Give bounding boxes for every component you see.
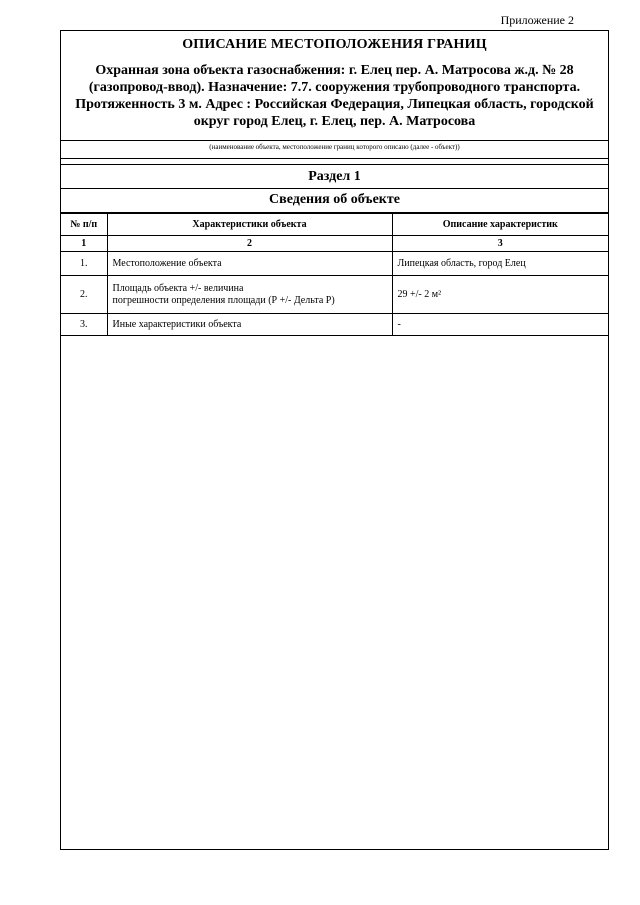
- column-number-row: [61, 236, 608, 252]
- object-line-4: округ город Елец, г. Елец, пер. А. Матросова: [193, 114, 476, 129]
- info-title: Сведения об объекте: [61, 189, 608, 213]
- row-description: -: [392, 314, 608, 336]
- column-number-3: 3: [392, 236, 608, 252]
- header-characteristic: Характеристики объекта: [107, 214, 392, 236]
- document-header: [61, 37, 608, 141]
- appendix-label: Приложение 2: [500, 13, 574, 27]
- row-characteristic-line-2: погрешности определения площади (Р +/- Дельта Р): [112, 294, 335, 306]
- header-num: № п/п: [61, 214, 107, 236]
- object-line-2: (газопровод-ввод). Назначение: 7.7. сооружения трубопроводного транспорта.: [88, 80, 581, 95]
- row-characteristic-line-1: Площадь объекта +/- величина: [112, 282, 244, 294]
- row-characteristic: [107, 276, 392, 314]
- document-title: ОПИСАНИЕ МЕСТОПОЛОЖЕНИЯ ГРАНИЦ: [182, 37, 487, 52]
- row-description: Липецкая область, город Елец: [392, 252, 608, 276]
- table-header-row: [61, 214, 608, 236]
- row-characteristic: Местоположение объекта: [107, 252, 392, 276]
- object-info-table: [61, 213, 608, 336]
- section-title: Раздел 1: [61, 165, 608, 189]
- row-num: 1.: [61, 252, 107, 276]
- table-row: [61, 252, 608, 276]
- object-note: (наименование объекта, местоположение границ которого описано (далее - объект)): [61, 141, 608, 159]
- row-num: 2.: [61, 276, 107, 314]
- row-characteristic: Иные характеристики объекта: [107, 314, 392, 336]
- row-num: 3.: [61, 314, 107, 336]
- column-number-2: 2: [107, 236, 392, 252]
- object-line-3: Протяженность 3 м. Адрес : Российская Федерация, Липецкая область, городской: [75, 97, 594, 112]
- table-row: [61, 276, 608, 314]
- row-description: 29 +/- 2 м²: [392, 276, 608, 314]
- table-row: [61, 314, 608, 336]
- object-description: [63, 62, 606, 130]
- column-number-1: 1: [61, 236, 107, 252]
- document-frame: [60, 30, 609, 850]
- header-description: Описание характеристик: [392, 214, 608, 236]
- object-line-1: Охранная зона объекта газоснабжения: г. Елец пер. А. Матросова ж.д. № 28: [95, 63, 574, 78]
